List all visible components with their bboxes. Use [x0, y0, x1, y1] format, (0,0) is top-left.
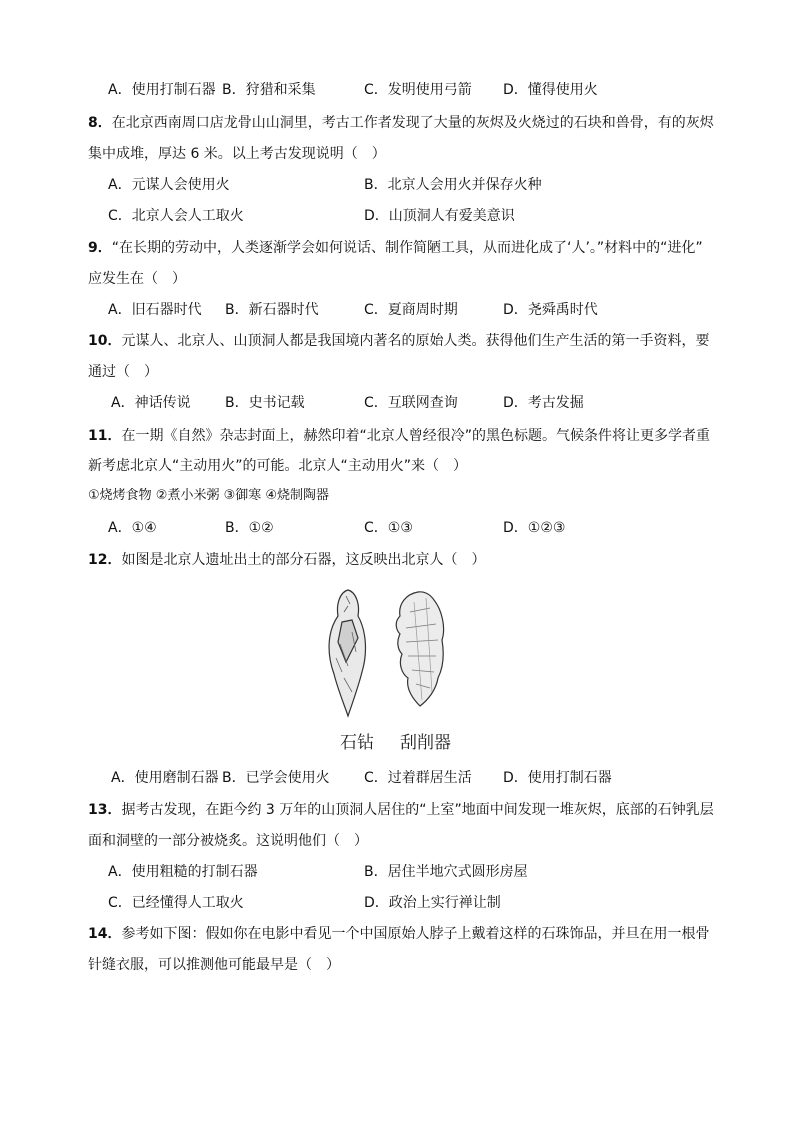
q7-option-d: D．懂得使用火: [503, 82, 598, 98]
question-11-line1: [88, 426, 710, 446]
question-14-line2: 针缝衣服，可以推测他可能最早是（ ）: [88, 957, 340, 973]
stone-drill-illustration: [329, 590, 365, 716]
q10-option-d: D．考古发掘: [503, 395, 584, 411]
q13-option-c: C．已经懂得人工取火: [108, 895, 244, 911]
q12-option-c: C．过着群居生活: [364, 770, 472, 786]
q11-option-a: A．①④: [108, 520, 157, 536]
q8-option-a: A．元谋人会使用火: [108, 177, 230, 193]
question-8-line2: 集中成堆，厚达 6 米。以上考古发现说明（ ）: [88, 146, 386, 162]
question-9-stem: “在长期的劳动中，人类逐渐学会如何说话、制作简陋工具，从而进化成了‘人’。”材料中的“进化”: [111, 240, 703, 256]
question-13-line2: 面和洞壁的一部分被烧炙。这说明他们（ ）: [88, 833, 368, 849]
question-10-line2: 通过（ ）: [88, 364, 158, 380]
question-9-line2: 应发生在（ ）: [88, 271, 186, 287]
stone-tools-figure: [318, 582, 458, 757]
q11-option-c: C．①③: [364, 520, 413, 536]
q7-option-a: A．使用打制石器: [108, 82, 216, 98]
question-11-items: ①烧烤食物 ②煮小米粥 ③御寒 ④烧制陶器: [88, 488, 330, 503]
q12-option-a: A．使用磨制石器: [111, 770, 219, 786]
question-10-number: 10．: [88, 333, 122, 349]
q10-option-c: C．互联网查询: [364, 395, 458, 411]
q9-option-c: C．夏商周时期: [364, 302, 458, 318]
scraper-illustration: [396, 592, 443, 706]
question-12-number: 12．: [88, 552, 122, 568]
q8-option-b: B．北京人会用火并保存火种: [364, 177, 542, 193]
question-11-number: 11．: [88, 428, 122, 444]
question-14-stem: 参考如下图：假如你在电影中看见一个中国原始人脖子上戴着这样的石珠饰品，并旦在用一根骨: [121, 926, 710, 942]
q9-option-d: D．尧舜禹时代: [503, 302, 598, 318]
question-13-stem: 据考古发现，在距今约 3 万年的山顶洞人居住的“上室”地面中间发现一堆灰烬，底部的石钟乳层: [121, 802, 714, 818]
question-14-line1: [88, 924, 709, 944]
q7-option-b: B．狩猎和采集: [222, 82, 316, 98]
question-8-number: 8．: [88, 115, 112, 131]
q8-option-d: D．山顶洞人有爱美意识: [364, 208, 515, 224]
question-11-stem: 在一期《自然》杂志封面上，赫然印着“北京人曾经很冷”的黑色标题。气候条件将让更多学者重: [121, 428, 710, 444]
question-12-line1: [88, 550, 485, 570]
question-8-stem: 在北京西南周口店龙骨山山洞里，考古工作者发现了大量的灰烬及火烧过的石块和兽骨，有的灰烬: [111, 115, 714, 131]
q8-option-c: C．北京人会人工取火: [108, 208, 244, 224]
question-14-number: 14．: [88, 926, 122, 942]
figure-label-stone-drill: 石钻: [340, 733, 374, 753]
question-13-line1: [88, 800, 714, 820]
question-10-line1: [88, 331, 709, 351]
figure-label-scraper: 刮削器: [400, 733, 451, 753]
q9-option-a: A．旧石器时代: [108, 302, 202, 318]
question-10-stem: 元谋人、北京人、山顶洞人都是我国境内著名的原始人类。获得他们生产生活的第一手资料，要: [121, 333, 710, 349]
q13-option-a: A．使用粗糙的打制石器: [108, 864, 258, 880]
q10-option-a: A．神话传说: [111, 395, 191, 411]
q13-option-b: B．居住半地穴式圆形房屋: [364, 864, 528, 880]
question-9-line1: [88, 238, 703, 258]
q11-option-b: B．①②: [225, 520, 274, 536]
q11-option-d: D．①②③: [503, 520, 566, 536]
question-13-number: 13．: [88, 802, 122, 818]
q12-option-b: B．已学会使用火: [222, 770, 330, 786]
q12-option-d: D．使用打制石器: [503, 770, 612, 786]
question-9-number: 9．: [88, 240, 112, 256]
q10-option-b: B．史书记载: [225, 395, 305, 411]
q13-option-d: D．政治上实行禅让制: [364, 895, 501, 911]
question-12-stem: 如图是北京人遗址出土的部分石器，这反映出北京人（ ）: [121, 552, 486, 568]
question-8-line1: [88, 113, 714, 133]
question-11-line2: 新考虑北京人“主动用火”的可能。北京人“主动用火”来（ ）: [88, 458, 468, 474]
q9-option-b: B．新石器时代: [225, 302, 319, 318]
q7-option-c: C．发明使用弓箭: [364, 82, 472, 98]
